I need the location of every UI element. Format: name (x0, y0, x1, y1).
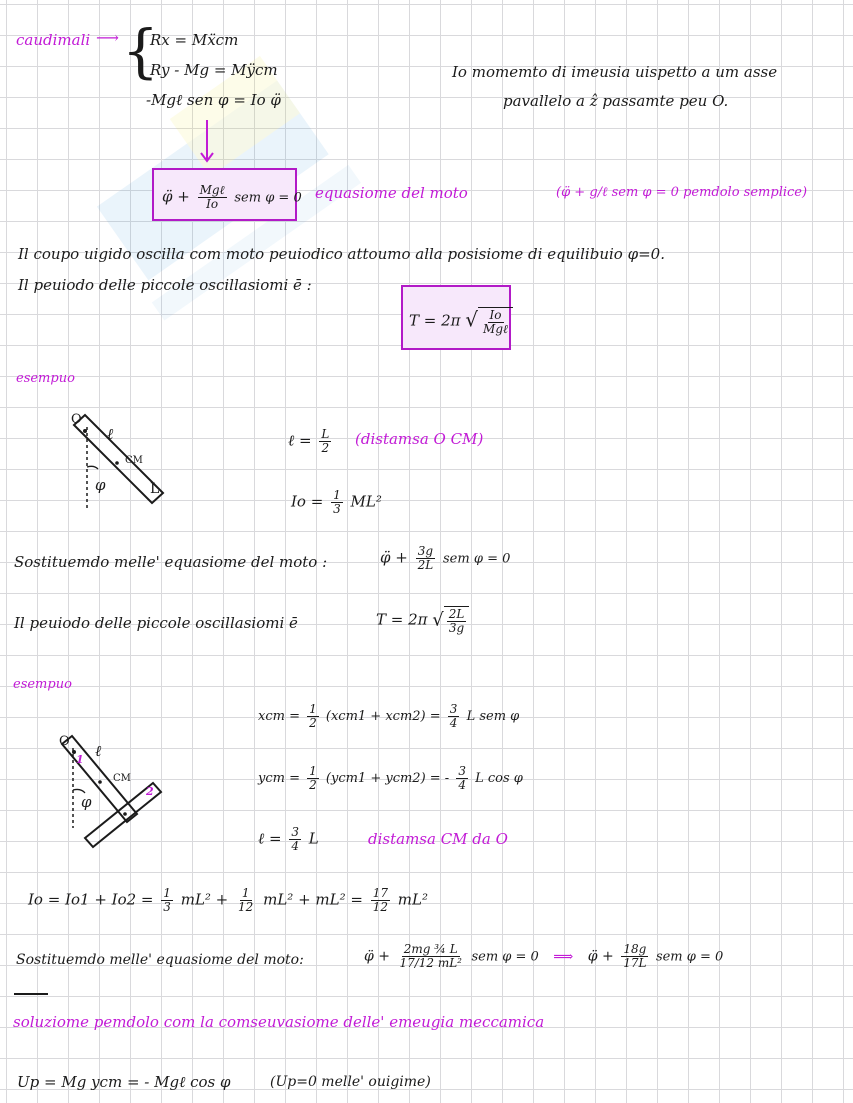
ex2-ycm-num2: 3 (458, 764, 466, 778)
ex2-xcm-num2: 3 (449, 702, 458, 716)
cardinal-label: caudimali (16, 31, 91, 49)
fig2-label-O: O (59, 734, 70, 749)
ex2-ycm-mid: (ycm1 + ycm2) = - (325, 771, 450, 786)
fig1-label-l: ℓ (107, 425, 114, 443)
ex2-ell-num: 3 (291, 825, 300, 839)
ex2-ycm-lead: ycm = (258, 771, 300, 786)
ex1-period-den: 3g (448, 621, 465, 635)
ex1-period-text: Il peuiodo delle piccole oscillasiomi ē (14, 614, 298, 632)
inertia-note-line2: pavallelo a ẑ passamte peu O. (503, 92, 729, 110)
ex2-ell-tail: L (308, 829, 319, 848)
ex2-inertia-term1: mL² + (180, 890, 229, 909)
ex2-subst-num: 2mg ¾ L (403, 942, 458, 956)
motion-eq-num: Mgℓ (199, 183, 225, 197)
ex2-xcm-den: 2 (309, 716, 317, 730)
motion-eq-den: Io (206, 197, 219, 211)
oscillation-line2: Il peuiodo delle piccole oscillasiomi ē : (18, 276, 312, 294)
fig2-label-1: 1 (76, 753, 84, 766)
ex2-inertia-num2: 1 (241, 886, 250, 900)
ex1-period-num: 2L (448, 607, 465, 621)
example2-label: esempuo (13, 677, 72, 692)
potential-energy-note: (Up=0 melle' ouigime) (270, 1074, 431, 1090)
ex2-inertia-den3: 12 (372, 900, 389, 914)
ex1-subst-lead: φ̈ + (380, 548, 408, 567)
example1-label: esempuo (16, 371, 75, 386)
period-num: Io (489, 308, 502, 322)
divider (14, 993, 48, 995)
motion-eq-label: equasiome del moto (315, 184, 468, 202)
brace-icon: { (122, 17, 159, 85)
ex2-ell-lead: ℓ = (258, 829, 282, 848)
ex1-subst-num: 3g (417, 544, 434, 558)
ex2-ycm-den2: 4 (458, 778, 466, 792)
ex1-inertia-den: 3 (333, 502, 341, 516)
ex1-ell-lead: ℓ = (288, 431, 312, 450)
fig1-label-cm: CM (125, 455, 143, 466)
fig1-label-O: O (71, 412, 82, 427)
ex2-result-tail: sem φ = 0 (655, 949, 724, 965)
ex2-subst-tail: sem φ = 0 (471, 949, 539, 965)
fig2-label-cm: CM (113, 773, 131, 784)
ex1-subst-den: 2L (417, 558, 434, 572)
ex2-ell-den: 4 (291, 839, 300, 853)
simple-pendulum-note: (φ̈ + g/ℓ sem φ = 0 pemdolo semplice) (556, 185, 808, 200)
eq-torque: -Mgℓ sen φ = Io φ̈ (146, 91, 281, 109)
ex1-subst-text: Sostituemdo melle' equasiome del moto : (14, 553, 328, 571)
fig1-label-L: L (150, 481, 160, 497)
ex2-subst-den: 17/12 mL² (399, 956, 462, 970)
motion-equation-box (152, 168, 302, 221)
ex2-inertia-den2: 12 (238, 900, 254, 914)
motion-eq-lead: φ̈ + (162, 187, 190, 206)
ex2-result-den: 17L (623, 956, 647, 970)
eq-ry: Ry - Mg = Mÿcm (150, 61, 278, 79)
ex1-ell-den: 2 (321, 441, 330, 455)
ex2-ell-note: distamsa CM da O (368, 830, 508, 848)
fig1-label-phi: φ (95, 476, 106, 494)
t-pendulum-figure (55, 728, 175, 853)
potential-energy-eq: Up = Mg ycm = - Mgℓ cos φ (17, 1073, 231, 1091)
period-den: Mgℓ (483, 322, 509, 336)
ex2-ycm-tail: L cos φ (475, 771, 523, 786)
motion-eq-tail: sem φ = 0 (234, 190, 302, 206)
ex2-inertia-term2: mL² + mL² = (263, 890, 363, 909)
ex2-xcm-num: 1 (309, 702, 317, 716)
ex2-subst-text: Sostituemdo melle' equasiome del moto: (16, 952, 304, 968)
ex2-inertia-den1: 3 (163, 900, 171, 914)
ex1-ell-num: L (321, 427, 330, 441)
oscillation-line1: Il coupo uigido oscilla com moto peuiodico attoumo alla posisiome di equilibuio φ=0. (18, 245, 665, 263)
ex1-ell-note: (distamsa O CM) (355, 430, 484, 448)
ex2-xcm-mid: (xcm1 + xcm2) = (325, 709, 441, 724)
ex2-result-num: 18g (623, 942, 647, 956)
right-arrow-icon: ⟶ (96, 28, 119, 47)
ex2-result-lead: φ̈ + (587, 948, 614, 965)
ex1-period-lead: T = 2π (376, 610, 428, 629)
ex2-xcm-lead: xcm = (258, 709, 300, 724)
ex1-inertia-num: 1 (333, 488, 341, 502)
ex2-subst-lead: φ̈ + (364, 948, 390, 965)
ex2-ycm-num: 1 (309, 764, 317, 778)
ex1-inertia-tail: ML² (350, 492, 382, 511)
ex2-xcm-den2: 4 (449, 716, 458, 730)
ex1-inertia-lead: Io = (291, 492, 324, 511)
fig2-label-2: 2 (146, 785, 154, 798)
eq-rx: Rx = Mẍcm (150, 31, 239, 49)
ex2-xcm-tail: L sem φ (466, 709, 520, 724)
down-arrow-icon (198, 118, 218, 168)
implies-arrow-icon: ⟹ (553, 948, 574, 965)
fig2-label-phi: φ (81, 793, 92, 811)
ex2-inertia-lead: Io = Io1 + Io2 = (28, 890, 154, 909)
ex2-ycm-den: 2 (309, 778, 317, 792)
period-box: T = 2π √ $\frac{Io}{\text{Mgℓ}}$ (401, 285, 511, 350)
ex2-inertia-num3: 17 (372, 886, 389, 900)
inertia-note-line1: Io momemto di imeusia uispetto a um asse (452, 63, 778, 81)
fig2-label-l: ℓ (95, 742, 102, 760)
ex2-inertia-num1: 1 (163, 886, 171, 900)
energy-title: soluziome pemdolo com la comseuvasiome delle' emeugia meccamica (13, 1013, 545, 1031)
ex1-subst-tail: sem φ = 0 (443, 551, 511, 567)
period-lead: T = 2π (409, 311, 461, 330)
ex2-inertia-term3: mL² (397, 890, 428, 909)
